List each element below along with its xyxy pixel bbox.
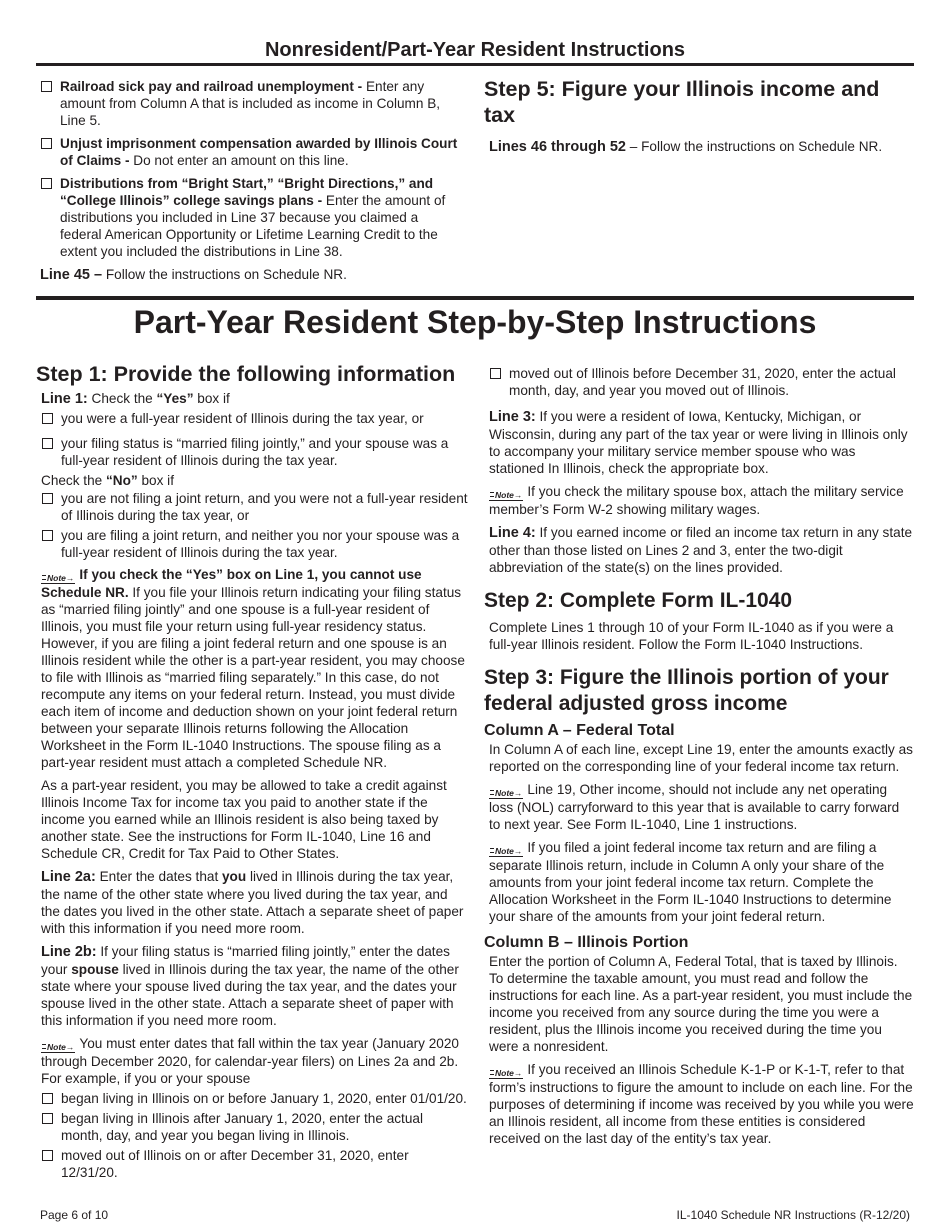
check-no-line: Check the “No” box if	[41, 473, 174, 488]
moved-item: moved out of Illinois before December 31, 2020, enter the actual month, day, and year you moved out of Illinois.	[489, 365, 914, 399]
line1-para: Line 1: Check the “Yes” box if	[41, 391, 230, 407]
footer-page-number: Page 6 of 10	[40, 1208, 109, 1222]
note-k1: Note→ If you received an Illinois Schedule K-1-P or K-1-T, refer to that form’s instructions to figure the amount to include on each line. For the purposes of determining if income was received by you while you were an Illinois resident, all income from these entities is considered received on the last day of the entity’s tax year.	[489, 1062, 914, 1146]
note-icon: Note→	[41, 574, 75, 584]
line46-para: Lines 46 through 52 – Follow the instructions on Schedule NR.	[489, 139, 883, 155]
checklist-item: Unjust imprisonment compensation awarded by Illinois Court of Claims - Do not enter an amount on this line.	[40, 135, 460, 169]
note-dates: Note→ You must enter dates that fall within the tax year (January 2020 through December 2020, for calendar-year filers) on Lines 2a and 2b. For example, if you or your spouse	[41, 1036, 459, 1086]
checklist-item: Railroad sick pay and railroad unemployment - Enter any amount from Column A that is included as income in Column B, Line 5.	[40, 78, 460, 129]
credit-para: As a part-year resident, you may be allowed to take a credit against Illinois Income Tax for income tax you paid to another state if the income you earned while an Illinois resident is also being taxed by another state. See the instructions for Form IL-1040, Line 16 and Schedule CR, Credit for Tax Paid to Other States.	[41, 778, 447, 861]
line3-para: Line 3: If you were a resident of Iowa, Kentucky, Michigan, or Wisconsin, during any part of the tax year or were living in Illinois only to accompany your military service member spouse who was stationed In Illinois, check the appropriate box.	[489, 409, 908, 476]
note-icon: Note→	[41, 1043, 75, 1053]
footer-form-id: IL-1040 Schedule NR Instructions (R-12/20)	[676, 1208, 910, 1222]
note-line19: Note→ Line 19, Other income, should not include any net operating loss (NOL) carryforward to this year that is available to carry forward to next year. See Form IL-1040, Line 1 instructions.	[489, 782, 900, 832]
no-item: you are filing a joint return, and neither you nor your spouse was a full-year resident of Illinois during the tax year.	[41, 527, 468, 561]
note-icon: Note→	[489, 789, 523, 799]
step3-title: Step 3: Figure the Illinois portion of your federal adjusted gross income	[484, 666, 889, 715]
top-left-column	[40, 78, 460, 290]
yes-item: your filing status is “married filing jointly,” and your spouse was a full-year resident of Illinois during the tax year.	[41, 435, 468, 469]
note-joint-return: Note→ If you filed a joint federal income tax return and are filing a separate Illinois return, include in Column A only your share of the amounts from your joint federal income tax return. Complete the Allocation Worksheet in the Form IL-1040 Instructions to determine your share of the amounts from your joint federal return.	[489, 840, 892, 924]
step5-title: Step 5: Figure your Illinois income and tax	[484, 77, 880, 127]
section-title: Part-Year Resident Step-by-Step Instructions	[133, 304, 817, 340]
left-column	[36, 361, 468, 1184]
column-b-text: Enter the portion of Column A, Federal Total, that is taxed by Illinois. To determine the taxable amount, you must read and follow the instructions for each line. As a part-year resident, you must include the income you received from any source during the time you were a resident, plus the Illinois income you received during the time you were a nonresident.	[489, 954, 913, 1054]
step2-title: Step 2: Complete Form IL-1040	[484, 589, 793, 612]
step1-title: Step 1: Provide the following information	[36, 362, 456, 386]
step2-text: Complete Lines 1 through 10 of your Form IL-1040 as if you were a full-year Illinois resident. Follow the Form IL-1040 Instructions.	[489, 620, 894, 652]
top-right-column	[484, 76, 914, 162]
header-rule	[36, 63, 914, 66]
date-item: began living in Illinois on or before January 1, 2020, enter 01/01/20.	[41, 1090, 468, 1107]
line4-para: Line 4: If you earned income or filed an income tax return in any state other than those listed on Lines 2 and 3, enter the two-digit abbreviation of the state(s) on the lines provided.	[489, 525, 913, 575]
note-line1: Note→ If you check the “Yes” box on Line 1, you cannot use Schedule NR. If you file your Illinois return indicating your filing status as “married filing jointly” and one spouse is a full-year resident of Illinois, you must file your return using full-year residency status. However, if you are filing a joint federal return and one spouse is an Illinois resident while the other is a part-year resident, you may choose to file with Illinois as “married filing separately.” In this case, do not recompute any items on your federal return. Instead, you must divide each item of income and deduction shown on your joint federal return between your separate Illinois returns following the Allocation Worksheet in the Form IL-1040 Instructions. The spouse filing as a part-year resident must attach a completed Schedule NR.	[41, 567, 465, 770]
date-item: began living in Illinois after January 1, 2020, enter the actual month, day, and year you began living in Illinois.	[41, 1110, 468, 1144]
note-line3: Note→ If you check the military spouse box, attach the military service member’s Form W-2 showing military wages.	[489, 484, 904, 517]
note-icon: Note→	[489, 491, 523, 501]
column-b-title: Column B – Illinois Portion	[484, 934, 689, 951]
no-item: you are not filing a joint return, and you were not a full-year resident of Illinois during the tax year, or	[41, 490, 468, 524]
line2b-para: Line 2b: If your filing status is “married filing jointly,” enter the dates your spouse lived in Illinois during the tax year, the name of the other state where your spouse lived during the tax year, and the dates your spouse lived in the other state. Attach a separate sheet of paper with this information if you need more room.	[41, 944, 459, 1028]
line2a-para: Line 2a: Enter the dates that you lived in Illinois during the tax year, the name of the other state where you lived during the tax year, and the dates you lived in the other state. Attach a separate sheet of paper with this information if you need more room.	[41, 869, 464, 936]
section-rule	[36, 296, 914, 300]
page-header-title: Nonresident/Part-Year Resident Instructions	[264, 39, 686, 61]
right-column	[484, 365, 914, 1153]
date-item: moved out of Illinois on or after December 31, 2020, enter 12/31/20.	[41, 1147, 468, 1181]
column-a-text: In Column A of each line, except Line 19, enter the amounts exactly as reported on the corresponding line of your federal income tax return.	[489, 742, 913, 774]
yes-item: you were a full-year resident of Illinois during the tax year, or	[41, 410, 468, 427]
column-a-title: Column A – Federal Total	[484, 722, 675, 739]
note-icon: Note→	[489, 847, 523, 857]
checklist-item: Distributions from “Bright Start,” “Bright Directions,” and “College Illinois” college savings plans - Enter the amount of distributions you included in Line 37 because you claimed a federal American Opportunity or Lifetime Learning Credit to the extent you included the distributions in Line 38.	[40, 175, 460, 260]
note-icon: Note→	[489, 1069, 523, 1079]
line45-para: Line 45 – Follow the instructions on Schedule NR.	[40, 267, 347, 283]
